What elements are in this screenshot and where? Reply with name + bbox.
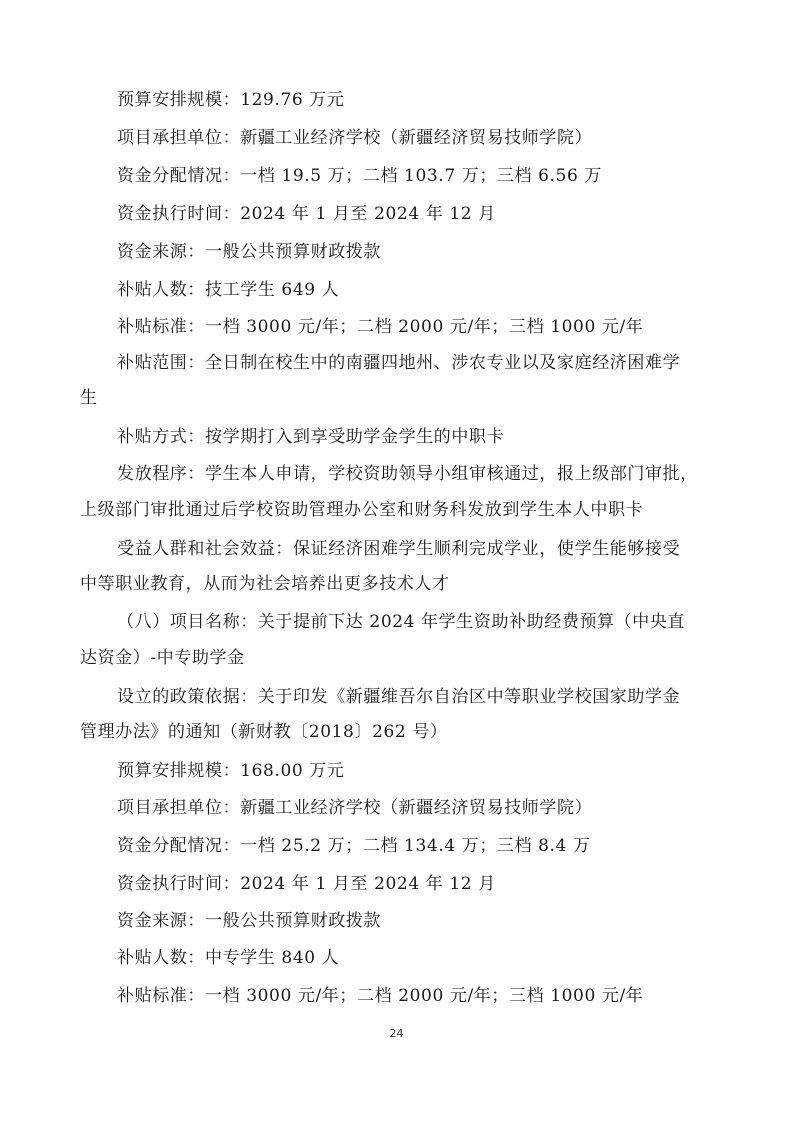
policy-basis-cont-line: 管理办法》的通知（新财教〔2018〕262 号） (80, 722, 448, 742)
budget-scale-line-2: 预算安排规模：168.00 万元 (117, 761, 345, 781)
section-8-title-cont: 达资金）-中专助学金 (80, 648, 245, 668)
subsidy-standard-line-2: 补贴标准：一档 3000 元/年；二档 2000 元/年；三档 1000 元/年 (117, 986, 644, 1006)
section-8-title: （八）项目名称：关于提前下达 2024 年学生资助补助经费预算（中央直 (117, 612, 686, 632)
undertaking-unit-line: 项目承担单位：新疆工业经济学校（新疆经济贸易技师学院） (117, 128, 593, 148)
issue-procedure-line: 发放程序：学生本人申请，学校资助领导小组审核通过，报上级部门审批， (117, 464, 698, 484)
subsidy-method-line: 补贴方式：按学期打入到享受助学金学生的中职卡 (117, 427, 505, 447)
beneficiary-cont-line: 中等职业教育，从而为社会培养出更多技术人才 (80, 574, 450, 594)
issue-procedure-cont-line: 上级部门审批通过后学校资助管理办公室和财务科发放到学生本人中职卡 (80, 500, 644, 520)
execution-time-line: 资金执行时间：2024 年 1 月至 2024 年 12 月 (117, 204, 496, 224)
budget-scale-line: 预算安排规模：129.76 万元 (117, 90, 345, 110)
subsidy-count-line: 补贴人数：技工学生 649 人 (117, 280, 340, 300)
subsidy-scope-cont-line: 生 (80, 388, 98, 408)
undertaking-unit-line-2: 项目承担单位：新疆工业经济学校（新疆经济贸易技师学院） (117, 798, 593, 818)
page-number: 24 (389, 1027, 404, 1040)
subsidy-scope-line: 补贴范围：全日制在校生中的南疆四地州、涉农专业以及家庭经济困难学 (117, 353, 681, 373)
fund-allocation-line: 资金分配情况：一档 19.5 万；二档 103.7 万；三档 6.56 万 (117, 166, 602, 186)
fund-source-line: 资金来源：一般公共预算财政拨款 (117, 242, 381, 262)
policy-basis-line: 设立的政策依据：关于印发《新疆维吾尔自治区中等职业学校国家助学金 (117, 687, 681, 707)
subsidy-count-line-2: 补贴人数：中专学生 840 人 (117, 948, 340, 968)
fund-source-line-2: 资金来源：一般公共预算财政拨款 (117, 911, 381, 931)
beneficiary-line: 受益人群和社会效益：保证经济困难学生顺利完成学业，使学生能够接受 (117, 539, 681, 559)
subsidy-standard-line: 补贴标准：一档 3000 元/年；二档 2000 元/年；三档 1000 元/年 (117, 317, 644, 337)
execution-time-line-2: 资金执行时间：2024 年 1 月至 2024 年 12 月 (117, 874, 496, 894)
fund-allocation-line-2: 资金分配情况：一档 25.2 万；二档 134.4 万；三档 8.4 万 (117, 836, 591, 856)
